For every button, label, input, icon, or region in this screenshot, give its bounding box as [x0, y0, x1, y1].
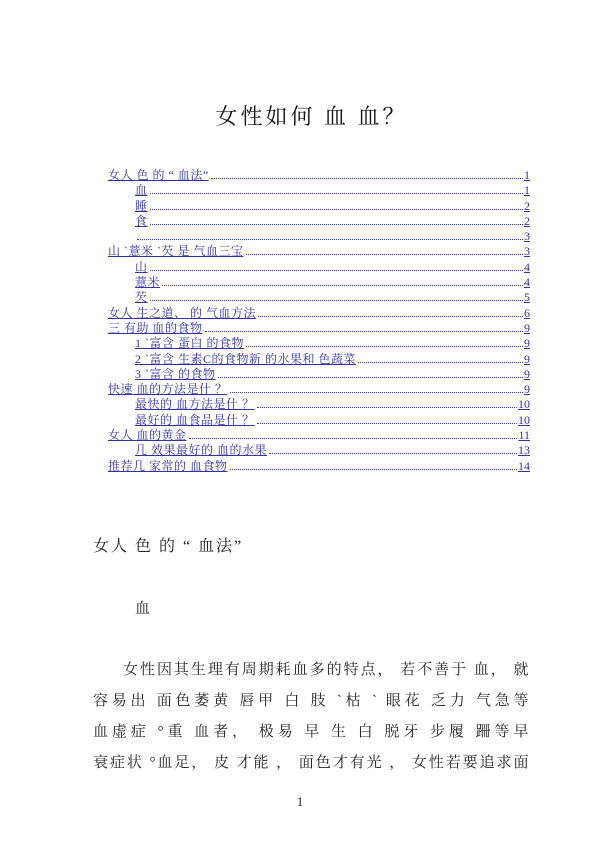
toc-entry[interactable]: [108, 199, 530, 214]
toc-entry-label[interactable]: 最好的 血食品是什 ？: [135, 412, 255, 427]
subsection-heading: 血: [135, 600, 153, 617]
toc-entry-page-number[interactable]: 3: [524, 244, 530, 259]
toc-entry-page-number[interactable]: 13: [518, 443, 530, 458]
toc-entry-page-number[interactable]: 4: [524, 259, 530, 274]
toc-entry-label[interactable]: 2 `富含 生素C的食物新 的水果和 色蔬菜: [135, 351, 357, 366]
toc-entry-page-number[interactable]: 14: [518, 458, 530, 473]
toc-dot-leader: [150, 270, 523, 271]
toc-entry-label[interactable]: 三 有助 血的食物: [108, 320, 203, 335]
toc-dot-leader: [189, 438, 518, 439]
page-number-footer: 1: [296, 794, 304, 809]
toc-dot-leader: [150, 193, 523, 194]
section-heading: 女人 色 的 “ 血法”: [93, 537, 244, 555]
toc-entry[interactable]: [108, 260, 530, 275]
toc-entry[interactable]: [108, 214, 530, 229]
toc-entry-label[interactable]: 血: [135, 183, 148, 198]
toc-entry-label[interactable]: 几 效果最好的 血的水果: [135, 443, 268, 458]
toc-entry[interactable]: [108, 275, 530, 290]
toc-entry-page-number[interactable]: 2: [524, 198, 530, 213]
toc-entry[interactable]: [108, 244, 530, 259]
toc-entry[interactable]: [108, 352, 530, 367]
toc-entry[interactable]: [108, 321, 530, 336]
toc-entry-label[interactable]: 芡: [135, 290, 148, 305]
toc-entry[interactable]: [108, 168, 530, 183]
toc-entry-label[interactable]: 食: [135, 213, 148, 228]
table-of-contents: [108, 168, 530, 474]
toc-entry[interactable]: [108, 229, 530, 244]
document-title: 女性如何 血 血？: [215, 104, 408, 129]
toc-entry[interactable]: [108, 382, 530, 397]
toc-entry[interactable]: [108, 336, 530, 351]
toc-entry-label[interactable]: 快速 血的方法是什 ？: [108, 382, 228, 397]
toc-entry-page-number[interactable]: 2: [524, 213, 530, 228]
toc-entry[interactable]: [108, 397, 530, 412]
toc-entry-page-number[interactable]: 10: [518, 412, 530, 427]
toc-dot-leader: [137, 239, 523, 240]
toc-entry[interactable]: [108, 413, 530, 428]
toc-entry-page-number[interactable]: 9: [524, 351, 530, 366]
toc-entry-page-number[interactable]: 1: [524, 183, 530, 198]
toc-entry-page-number[interactable]: 10: [518, 397, 530, 412]
toc-entry-label[interactable]: 推荐几 家常的 血食物: [108, 458, 228, 473]
toc-dot-leader: [246, 346, 523, 347]
paragraph-line: 容易出 面色萎黄 唇甲 白 肢 `枯 ` 眼花 乏力 气急等: [93, 692, 530, 709]
toc-entry[interactable]: [108, 183, 530, 198]
toc-dot-leader: [150, 224, 523, 225]
toc-entry-page-number[interactable]: 4: [524, 275, 530, 290]
toc-dot-leader: [358, 362, 523, 363]
toc-entry[interactable]: [108, 459, 530, 474]
toc-entry-label[interactable]: 1 `富含 蛋白 的食物: [135, 336, 244, 351]
toc-dot-leader: [150, 300, 523, 301]
toc-dot-leader: [150, 209, 523, 210]
toc-entry-page-number[interactable]: 9: [524, 320, 530, 335]
toc-dot-leader: [230, 469, 517, 470]
toc-entry-page-number[interactable]: 9: [524, 336, 530, 351]
toc-dot-leader: [269, 453, 517, 454]
toc-dot-leader: [246, 254, 524, 255]
toc-entry-label[interactable]: 女人 生之道、 的 气血方法: [108, 305, 257, 320]
toc-entry-label[interactable]: 最快的 血方法是什 ？: [135, 397, 255, 412]
toc-entry-label[interactable]: 山: [135, 259, 148, 274]
toc-entry-label[interactable]: 山 `薏米 `芡 是 气血三宝: [108, 244, 244, 259]
toc-entry[interactable]: [108, 428, 530, 443]
toc-dot-leader: [257, 423, 517, 424]
toc-dot-leader: [162, 285, 523, 286]
toc-entry[interactable]: [108, 290, 530, 305]
toc-dot-leader: [205, 331, 523, 332]
toc-entry-page-number[interactable]: 1: [524, 168, 530, 182]
toc-entry[interactable]: [108, 367, 530, 382]
toc-entry-label[interactable]: 女人 血的黄金: [108, 428, 187, 443]
toc-dot-leader: [230, 392, 523, 393]
toc-dot-leader: [218, 377, 524, 378]
paragraph-line: 女性因其生理有周期耗血多的特点， 若不善于 血， 就: [123, 661, 530, 678]
toc-entry-page-number[interactable]: 9: [524, 382, 530, 397]
toc-entry-page-number[interactable]: 5: [524, 290, 530, 305]
toc-dot-leader: [258, 316, 523, 317]
body-paragraph: [93, 655, 530, 779]
paragraph-line: 衰症状 °血足， 皮 才能 ， 面色才有光 ， 女性若要追求面: [93, 754, 530, 771]
toc-entry-label[interactable]: 薏米: [135, 275, 161, 290]
toc-entry-page-number[interactable]: 11: [518, 428, 530, 443]
toc-entry-page-number[interactable]: 6: [524, 305, 530, 320]
toc-dot-leader: [211, 178, 523, 179]
paragraph-line: 血虚症 °重 血者， 极易 早 生 白 脱牙 步履 跚等早: [93, 723, 530, 740]
toc-entry-page-number[interactable]: 3: [524, 229, 530, 244]
toc-entry[interactable]: [108, 306, 530, 321]
toc-entry-label[interactable]: 3 `富含 的食物: [135, 366, 216, 381]
toc-entry[interactable]: [108, 443, 530, 458]
toc-entry-label[interactable]: 睡: [135, 198, 148, 213]
toc-entry-label[interactable]: 女人 色 的 “ 血法”: [108, 168, 209, 182]
toc-dot-leader: [257, 407, 517, 408]
toc-entry-page-number[interactable]: 9: [524, 366, 530, 381]
